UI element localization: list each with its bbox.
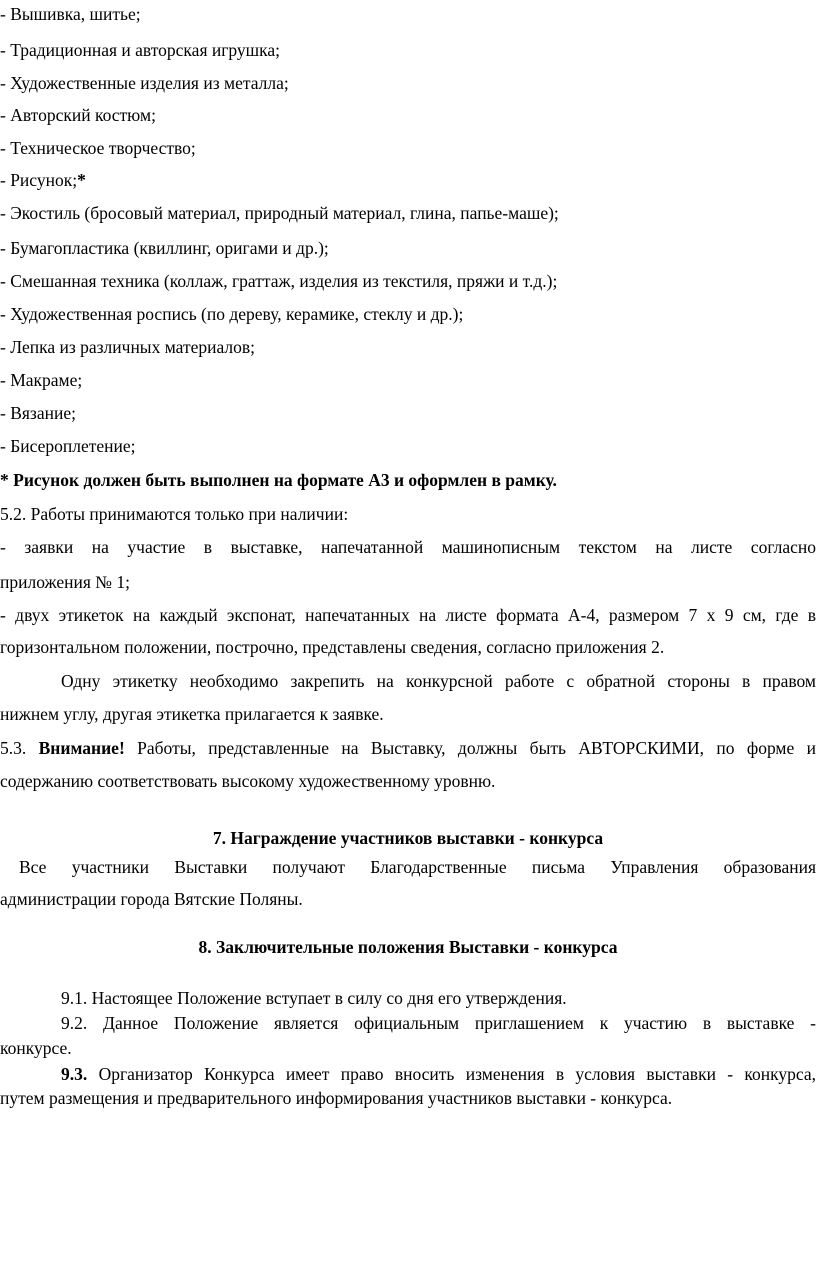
section-5-2-para-line2: нижнем углу, другая этикетка прилагается к заявке. — [0, 704, 384, 724]
section-5-2-item1-line1: - заявки на участие в выставке, напечатанной машинописным текстом на листе согласно — [0, 537, 816, 557]
list-item: - Бумагопластика (квиллинг, оригами и др.); — [0, 238, 329, 258]
footnote: * Рисунок должен быть выполнен на формате А3 и оформлен в рамку. — [0, 470, 557, 490]
list-item: - Бисероплетение; — [0, 436, 136, 456]
list-item-risunok — [0, 169, 816, 191]
section-5-3-number: 5.3. — [0, 738, 27, 758]
section-5-2-item1-line2: приложения № 1; — [0, 572, 130, 592]
list-item: - Авторский костюм; — [0, 105, 156, 125]
section-7-line2: администрации города Вятские Поляны. — [0, 889, 303, 909]
clause-9-3-line2: путем размещения и предварительного информирования участников выставки - конкурса. — [0, 1088, 673, 1108]
list-item-text: - Рисунок; — [0, 170, 78, 190]
section-5-2-intro: 5.2. Работы принимаются только при наличии: — [0, 504, 349, 524]
section-5-3-line2: содержанию соответствовать высокому художественному уровню. — [0, 771, 496, 791]
section-7-heading: 7. Награждение участников выставки - конкурса — [212, 828, 604, 848]
section-5-2-para-line1: Одну этикетку необходимо закрепить на конкурсной работе с обратной стороны в правом — [61, 671, 816, 691]
list-item: - Художественная роспись (по дереву, керамике, стеклу и др.); — [0, 304, 464, 324]
section-5-3-line1 — [0, 737, 816, 759]
section-5-2-item2-line2: горизонтальном положении, построчно, представлены сведения, согласно приложения 2. — [0, 637, 665, 657]
list-item: - Художественные изделия из металла; — [0, 73, 289, 93]
list-item: - Экостиль (бросовый материал, природный материал, глина, папье-маше); — [0, 203, 559, 223]
list-item: - Техническое творчество; — [0, 138, 196, 158]
section-5-2-item2-line1: - двух этикеток на каждый экспонат, напечатанных на листе формата А-4, размером 7 х 9 см, где в — [0, 605, 816, 625]
list-item: - Вышивка, шитье; — [0, 4, 141, 24]
section-5-3-attention: Внимание! — [38, 738, 125, 758]
list-item: - Традиционная и авторская игрушка; — [0, 40, 281, 60]
section-5-3-text: Работы, представленные на Выставку, должны быть АВТОРСКИМИ, по форме и — [137, 738, 816, 758]
footnote-marker: * — [77, 170, 86, 190]
clause-9-2-line2: конкурсе. — [0, 1038, 72, 1058]
section-8-heading: 8. Заключительные положения Выставки - конкурса — [198, 937, 618, 957]
clause-9-3-text: Организатор Конкурса имеет право вносить изменения в условия выставки - конкурса, — [98, 1064, 816, 1084]
clause-9-3-number: 9.3. — [61, 1064, 88, 1084]
list-item: - Макраме; — [0, 370, 83, 390]
list-item: - Вязание; — [0, 403, 76, 423]
list-item: - Лепка из различных материалов; — [0, 337, 256, 357]
clause-9-3-line1 — [61, 1063, 816, 1085]
clause-9-2-line1: 9.2. Данное Положение является официальным приглашением к участию в выставке - — [61, 1013, 816, 1033]
list-item: - Смешанная техника (коллаж, граттаж, изделия из текстиля, пряжи и т.д.); — [0, 271, 558, 291]
section-7-line1: Все участники Выставки получают Благодарственные письма Управления образования — [19, 857, 816, 877]
clause-9-1: 9.1. Настоящее Положение вступает в силу со дня его утверждения. — [61, 988, 567, 1008]
